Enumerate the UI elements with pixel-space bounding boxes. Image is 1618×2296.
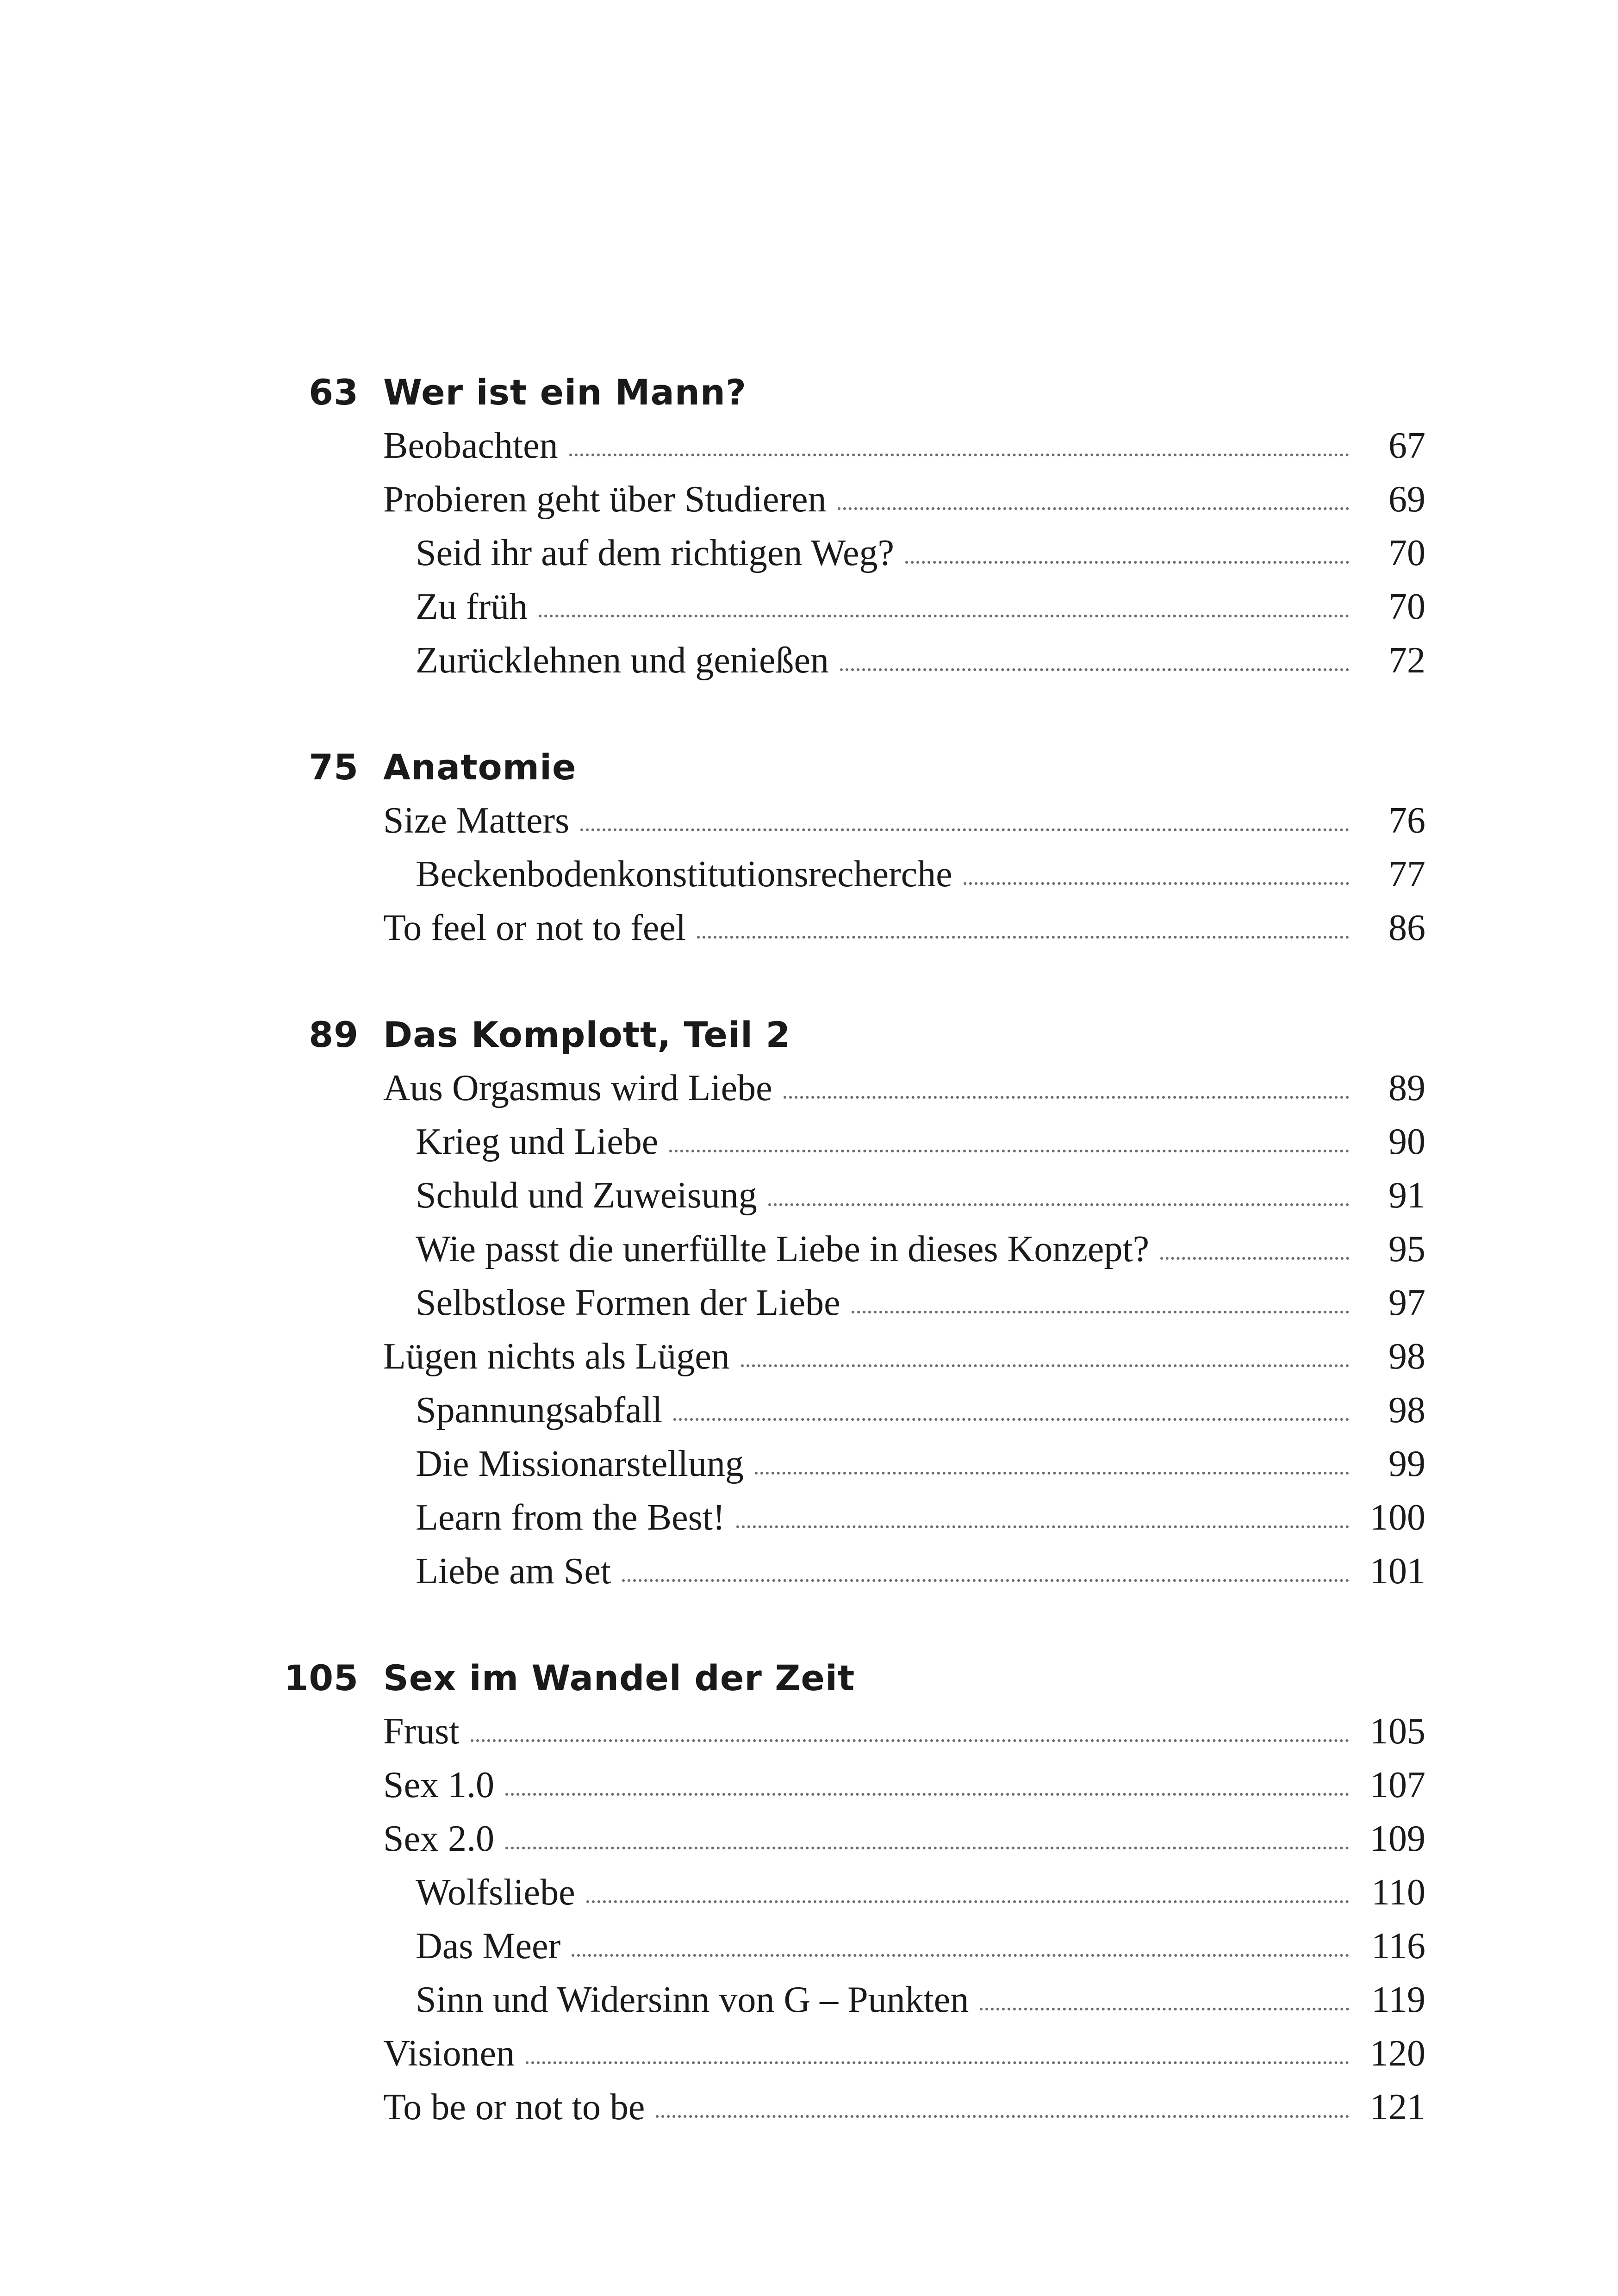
entry-label: Beckenbodenkonstitutionsrecherche [416,853,952,895]
dot-leader [964,882,1349,885]
toc-entry [278,901,1425,955]
entry-label: Schuld und Zuweisung [416,1175,757,1216]
dot-leader [471,1739,1350,1742]
toc-chapter [278,1651,1425,2134]
entry-label: Liebe am Set [416,1550,611,1592]
entry-page-number: 70 [1388,532,1425,573]
entry-label: To be or not to be [383,2086,645,2128]
toc-chapter [278,366,1425,687]
dot-leader [505,1793,1349,1796]
entry-page-number: 100 [1370,1497,1425,1538]
entry-page-number: 98 [1388,1389,1425,1431]
toc-subentry [278,580,1425,634]
toc-subentry [278,1973,1425,2027]
entry-label: Zu früh [416,586,528,627]
dot-leader [669,1150,1349,1152]
entry-label: Die Missionarstellung [416,1443,744,1484]
toc-subentry [278,1866,1425,1919]
entry-page-number: 99 [1388,1443,1425,1484]
dot-leader [755,1472,1349,1475]
chapter-heading [278,366,1425,419]
toc-subentry [278,1383,1425,1437]
entry-label: Visionen [383,2033,515,2074]
dot-leader [784,1096,1349,1099]
toc-chapter [278,740,1425,955]
table-of-contents [278,366,1425,2134]
dot-leader [852,1311,1349,1313]
entry-page-number: 76 [1388,800,1425,841]
dot-leader [569,454,1349,456]
toc-subentry [278,1276,1425,1330]
entry-label: Beobachten [383,425,558,466]
dot-leader [580,828,1349,831]
dot-leader [768,1203,1349,1206]
dot-leader [1160,1257,1349,1260]
entry-page-number: 95 [1388,1228,1425,1269]
entry-label: Wolfsliebe [416,1872,575,1913]
toc-subentry [278,1491,1425,1544]
chapter-title: Anatomie [383,747,577,788]
toc-entry [278,2027,1425,2080]
toc-subentry [278,634,1425,687]
dot-leader [622,1579,1349,1582]
entry-label: To feel or not to feel [383,907,686,948]
toc-entry [278,473,1425,526]
toc-entry [278,794,1425,847]
entry-page-number: 67 [1388,425,1425,466]
entry-label: Probieren geht über Studieren [383,479,827,520]
toc-entry [278,1758,1425,1812]
toc-subentry [278,526,1425,580]
entry-page-number: 101 [1370,1550,1425,1592]
chapter-title: Sex im Wandel der Zeit [383,1657,855,1699]
toc-subentry [278,1437,1425,1491]
entry-label: Zurücklehnen und genießen [416,640,829,681]
entry-label: Learn from the Best! [416,1497,725,1538]
entry-page-number: 121 [1370,2086,1425,2128]
toc-subentry [278,1115,1425,1169]
chapter-title: Das Komplott, Teil 2 [383,1014,791,1055]
toc-chapter [278,1008,1425,1598]
entry-label: Seid ihr auf dem richtigen Weg? [416,532,894,573]
chapter-heading [278,1008,1425,1061]
entry-page-number: 90 [1388,1121,1425,1162]
chapter-heading [278,1651,1425,1705]
entry-page-number: 98 [1388,1336,1425,1377]
entry-page-number: 89 [1388,1067,1425,1108]
entry-page-number: 69 [1388,479,1425,520]
entry-label: Selbstlose Formen der Liebe [416,1282,840,1323]
chapter-title: Wer ist ein Mann? [383,372,747,413]
dot-leader [905,561,1349,564]
dot-leader [741,1364,1349,1367]
entry-label: Sex 2.0 [383,1818,494,1859]
entry-page-number: 120 [1370,2033,1425,2074]
dot-leader [526,2061,1349,2064]
entry-label: Krieg und Liebe [416,1121,659,1162]
chapter-page-number: 75 [309,747,359,788]
entry-page-number: 105 [1370,1711,1425,1752]
entry-page-number: 107 [1370,1764,1425,1805]
entry-page-number: 72 [1388,640,1425,681]
chapter-page-number: 63 [309,372,359,413]
chapter-heading [278,740,1425,794]
dot-leader [673,1418,1349,1421]
entry-label: Wie passt die unerfüllte Liebe in dieses Konzept? [416,1228,1150,1269]
dot-leader [656,2115,1349,2118]
entry-page-number: 77 [1388,853,1425,895]
dot-leader [736,1525,1349,1528]
entry-label: Frust [383,1711,460,1752]
dot-leader [505,1847,1349,1849]
toc-entry [278,1705,1425,1758]
entry-page-number: 109 [1370,1818,1425,1859]
toc-subentry [278,847,1425,901]
toc-entry [278,1061,1425,1115]
entry-page-number: 91 [1388,1175,1425,1216]
toc-subentry [278,1222,1425,1276]
chapter-page-number: 105 [284,1657,359,1699]
toc-subentry [278,1919,1425,1973]
dot-leader [980,2008,1349,2010]
entry-label: Spannungsabfall [416,1389,663,1431]
entry-label: Sex 1.0 [383,1764,494,1805]
dot-leader [572,1954,1349,1957]
entry-label: Sinn und Widersinn von G – Punkten [416,1979,969,2020]
entry-page-number: 119 [1371,1979,1425,2020]
entry-label: Aus Orgasmus wird Liebe [383,1067,772,1108]
toc-entry [278,1330,1425,1383]
entry-label: Size Matters [383,800,570,841]
entry-page-number: 97 [1388,1282,1425,1323]
entry-page-number: 110 [1371,1872,1425,1913]
toc-entry [278,419,1425,473]
toc-subentry [278,1169,1425,1222]
entry-page-number: 70 [1388,586,1425,627]
entry-label: Lügen nichts als Lügen [383,1336,730,1377]
dot-leader [586,1900,1349,1903]
chapter-page-number: 89 [309,1014,359,1055]
entry-page-number: 116 [1371,1925,1425,1966]
dot-leader [697,936,1349,939]
toc-entry [278,2080,1425,2134]
dot-leader [838,507,1350,510]
toc-entry [278,1812,1425,1866]
toc-subentry [278,1544,1425,1598]
entry-page-number: 86 [1388,907,1425,948]
dot-leader [840,668,1349,671]
dot-leader [539,615,1349,617]
entry-label: Das Meer [416,1925,561,1966]
